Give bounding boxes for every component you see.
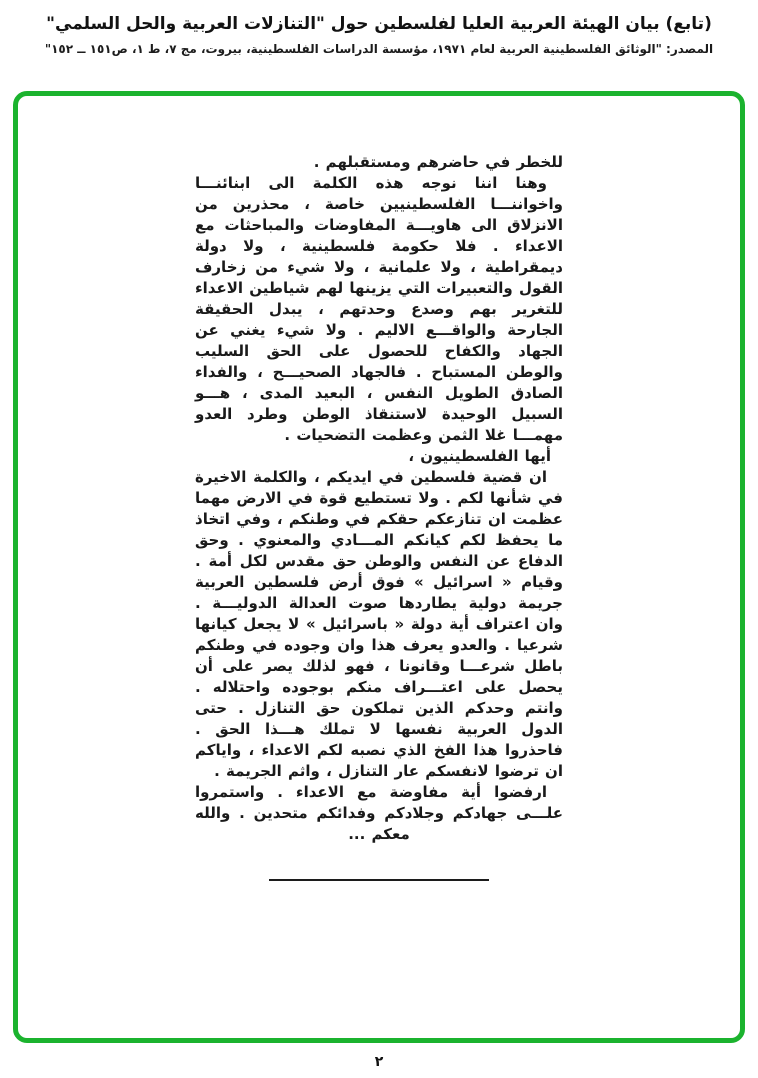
page-number: ٢	[374, 1054, 384, 1070]
paragraph-warning: وهنا اننا نوجه هذه الكلمة الى ابنائنـــا واخواننـــا الفلسطينيين خاصة ، محذرين من الانزلاق الى هاويـــة المفاوضات والمباحثات مع الاعداء . فلا حكومة فلسطينية ، ولا دولة ديمقراطية ، ولا علمانية ، ولا شيء من زخارف القول والتعبيرات التي يزينها لهم شياطين الاعداء للتغرير بهم وصدع وحدتهم ، يبدل الحقيقة الجارحة والواقـــع الاليم . ولا شيء يغني عن الجهاد والكفاح للحصول على الحق السليب والوطن المستباح . فالجهاد الصحيـــح ، والفداء الصادق الطويل النفس ، البعيد المدى ، هـــو السبيل الوحيدة لاستنقاذ الوطن وطرد العدو مهمـــا غلا الثمن وعظمت التضحيات .	[195, 174, 563, 444]
source-citation: المصدر: "الوثائق الفلسطينية العربية لعام ١٩٧١، مؤسسة الدراسات الفلسطينية، بيروت، مج ٧، ط ١، ص١٥١ ــ ١٥٢"	[44, 42, 714, 57]
paragraph-continuation: للخطر في حاضرهم ومستقبلهم .	[313, 153, 563, 171]
paragraph-closing: ارفضوا أية مفاوضة مع الاعداء . واستمروا علـــى جهادكم وجلادكم وفدائكم متحدين . والله معكم ...	[195, 783, 563, 843]
paragraph-salutation: أيها الفلسطينيون ،	[408, 447, 551, 465]
document-header	[0, 14, 758, 56]
document-body	[195, 152, 563, 845]
content-frame	[13, 91, 745, 1043]
section-divider	[269, 879, 489, 881]
paragraph-rights: ان قضية فلسطين في ايديكم ، والكلمة الاخيرة في شأنها لكم . ولا تستطيع قوة في الارض مهما عظمت ان تنازعكم حقكم في وطنكم ، وفي اتخاذ ما يحفظ لكم كيانكم المـــادي والمعنوي . وحق الدفاع عن النفس والوطن حق مقدس لكل أمة . وقيام « اسرائيل » فوق أرض فلسطين العربية جريمة دولية يطاردها صوت العدالة الدوليـــة . وان اعتراف أية دولة « باسرائيل » لا يجعل كيانها شرعيا . والعدو يعرف هذا وان وجوده في وطنكم باطل شرعـــا وقانونا ، فهو لذلك يصر على أن يحصل على اعتـــراف منكم بوجوده واحتلاله . وانتم وحدكم الذين تملكون حق التنازل . حتى الدول العربية نفسها لا تملك هـــذا الحق . فاحذروا هذا الفخ الذي نصبه لكم الاعداء ، واياكم ان ترضوا لانفسكم عار التنازل ، واثم الجريمة .	[195, 468, 563, 780]
document-title: (تابع) بيان الهيئة العربية العليا لفلسطين حول "التنازلات العربية والحل السلمي"	[46, 14, 712, 34]
